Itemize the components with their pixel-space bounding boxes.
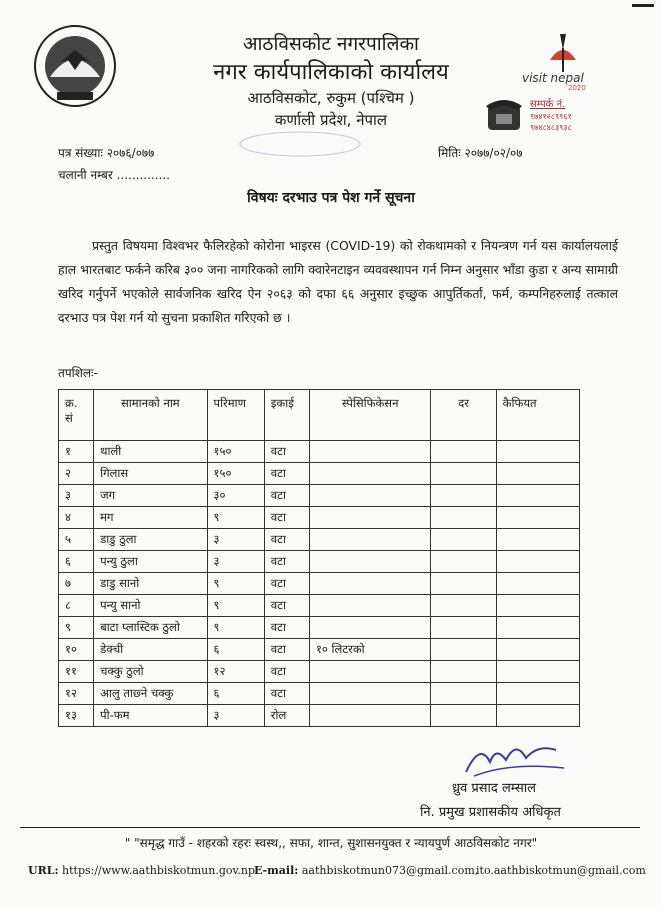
cell-item-name: चक्कु ठुलो bbox=[94, 661, 207, 683]
cell-rate bbox=[431, 485, 496, 507]
cell-remarks bbox=[496, 705, 579, 727]
notice-body: प्रस्तुत विषयमा विश्वभर फैलिरहेको कोरोना भाइरस (COVID-19) को रोकथामको र नियन्त्रण गर्न यस कार्यालयलाई हाल भारतबाट फर्कने करिब ३०० जना नागरिकको लागि क्वारेनटाइन व्यववस्थापन गर्न निम्न अनुसार भाँडा कुडा र अन्य सामाग्री खरिद गर्नुपर्ने भएकोले सार्वजनिक खरिद ऐन २०६३ को दफा ६६ अनुसार इच्छुक आपुर्तिकर्ता, फर्म, कम्पनिहरुलाई तत्काल दरभाउ पत्र पेश गर्न यो सुचना प्रकाशित गरिएको छ । bbox=[58, 238, 618, 325]
cell-serial: १० bbox=[59, 639, 94, 661]
cell-rate bbox=[431, 639, 496, 661]
email-link[interactable]: aathbiskotmun073@gmail.com, bbox=[301, 864, 479, 877]
cell-serial: ८ bbox=[59, 595, 94, 617]
cell-serial: ३ bbox=[59, 485, 94, 507]
cell-specification bbox=[309, 529, 430, 551]
cell-item-name: डेक्ची bbox=[94, 639, 207, 661]
contact-label: सम्पर्क नं. bbox=[530, 99, 566, 110]
header-item-name: सामानको नाम bbox=[94, 390, 207, 441]
header-serial: क्र. सं bbox=[59, 390, 94, 441]
cell-rate bbox=[431, 573, 496, 595]
cell-rate bbox=[431, 683, 496, 705]
url-label: URL: bbox=[28, 864, 59, 877]
cell-item-name: पी-फम bbox=[94, 705, 207, 727]
cell-serial: ९ bbox=[59, 617, 94, 639]
corner-mark bbox=[632, 4, 654, 7]
cell-serial: ६ bbox=[59, 551, 94, 573]
cell-quantity: ३० bbox=[207, 485, 264, 507]
cell-quantity: १२ bbox=[207, 661, 264, 683]
website-link[interactable]: https://www.aathbiskotmun.gov.np bbox=[62, 864, 256, 877]
table-row bbox=[59, 485, 580, 507]
cell-quantity: ३ bbox=[207, 529, 264, 551]
table-row bbox=[59, 617, 580, 639]
signature-icon bbox=[460, 732, 570, 780]
table-row bbox=[59, 507, 580, 529]
cell-rate bbox=[431, 617, 496, 639]
cell-rate bbox=[431, 595, 496, 617]
table-row bbox=[59, 639, 580, 661]
cell-unit: वटा bbox=[264, 661, 309, 683]
table-row bbox=[59, 661, 580, 683]
cell-rate bbox=[431, 441, 496, 463]
office-name: नगर कार्यपालिकाको कार्यालय bbox=[213, 60, 449, 85]
header-unit: इकाई bbox=[264, 390, 309, 441]
cell-quantity: १५० bbox=[207, 441, 264, 463]
cell-unit: वटा bbox=[264, 507, 309, 529]
stamp-mark bbox=[200, 128, 400, 160]
cell-specification bbox=[309, 595, 430, 617]
signatory-title: नि. प्रमुख प्रशासकीय अधिकृत bbox=[420, 805, 561, 820]
cell-item-name: आलु ताछ्ने चक्कु bbox=[94, 683, 207, 705]
cell-serial: ७ bbox=[59, 573, 94, 595]
footer-motto: " "समृद्ध गाउँ - शहरको रहरः स्वस्थ,, सफा, शान्त, सुशासनयुक्त र न्यायपुर्ण आठविसकोट नगर" bbox=[124, 836, 538, 850]
cell-remarks bbox=[496, 639, 579, 661]
cell-quantity: ६ bbox=[207, 683, 264, 705]
email-label: E-mail: bbox=[254, 864, 299, 877]
visit-year: 2020 bbox=[568, 84, 586, 92]
cell-remarks bbox=[496, 551, 579, 573]
table-row bbox=[59, 529, 580, 551]
office-address: आठविसकोट, रुकुम (पश्चिम ) bbox=[247, 89, 415, 107]
cell-rate bbox=[431, 529, 496, 551]
cell-item-name: डाडु सानो bbox=[94, 573, 207, 595]
cell-remarks bbox=[496, 595, 579, 617]
cell-rate bbox=[431, 463, 496, 485]
table-row bbox=[59, 441, 580, 463]
cell-specification bbox=[309, 705, 430, 727]
cell-item-name: बाटा प्लास्टिक ठुलो bbox=[94, 617, 207, 639]
cell-remarks bbox=[496, 617, 579, 639]
header-quantity: परिमाण bbox=[207, 390, 264, 441]
cell-item-name: मग bbox=[94, 507, 207, 529]
cell-item-name: गिलास bbox=[94, 463, 207, 485]
cell-remarks bbox=[496, 529, 579, 551]
table-row bbox=[59, 705, 580, 727]
telephone-icon bbox=[484, 96, 524, 132]
cell-quantity: ९ bbox=[207, 595, 264, 617]
cell-unit: वटा bbox=[264, 463, 309, 485]
cell-rate bbox=[431, 551, 496, 573]
cell-specification bbox=[309, 573, 430, 595]
table-row bbox=[59, 595, 580, 617]
cell-quantity: ९ bbox=[207, 617, 264, 639]
header-remarks: कैफियत bbox=[496, 390, 579, 441]
subject: विषयः दरभाउ पत्र पेश गर्ने सूचना bbox=[247, 190, 415, 206]
cell-unit: वटा bbox=[264, 595, 309, 617]
letter-number: पत्र संख्याः २०७६/०७७ bbox=[58, 146, 155, 160]
table-row bbox=[59, 573, 580, 595]
cell-remarks bbox=[496, 683, 579, 705]
cell-item-name: जग bbox=[94, 485, 207, 507]
cell-specification bbox=[309, 617, 430, 639]
footer-divider bbox=[20, 827, 640, 828]
dispatch-number: चलानी नम्बर .............. bbox=[58, 168, 170, 182]
cell-specification bbox=[309, 441, 430, 463]
cell-serial: ४ bbox=[59, 507, 94, 529]
cell-serial: ५ bbox=[59, 529, 94, 551]
cell-unit: वटा bbox=[264, 617, 309, 639]
cell-specification bbox=[309, 683, 430, 705]
details-label: तपशिलः- bbox=[58, 366, 98, 380]
cell-remarks bbox=[496, 573, 579, 595]
cell-quantity: ३ bbox=[207, 551, 264, 573]
cell-rate bbox=[431, 661, 496, 683]
cell-unit: वटा bbox=[264, 683, 309, 705]
cell-unit: वटा bbox=[264, 441, 309, 463]
cell-remarks bbox=[496, 485, 579, 507]
cell-serial: १२ bbox=[59, 683, 94, 705]
cell-item-name: थाली bbox=[94, 441, 207, 463]
cell-quantity: ९ bbox=[207, 507, 264, 529]
municipality-name: आठविसकोट नगरपालिका bbox=[243, 33, 419, 55]
cell-item-name: पन्यु सानो bbox=[94, 595, 207, 617]
cell-rate bbox=[431, 507, 496, 529]
visit-nepal-logo-icon bbox=[520, 30, 606, 92]
table-row bbox=[59, 551, 580, 573]
cell-specification bbox=[309, 507, 430, 529]
cell-rate bbox=[431, 705, 496, 727]
cell-quantity: १५० bbox=[207, 463, 264, 485]
cell-unit: वटा bbox=[264, 551, 309, 573]
cell-unit: वटा bbox=[264, 529, 309, 551]
cell-unit: वटा bbox=[264, 573, 309, 595]
cell-unit: वटा bbox=[264, 639, 309, 661]
cell-serial: १ bbox=[59, 441, 94, 463]
contact-phone-1: ९७४१२८९९६१ bbox=[530, 112, 572, 121]
cell-unit: वटा bbox=[264, 485, 309, 507]
header-rate: दर bbox=[431, 390, 496, 441]
contact-phone-2: ९७४८४८३९३८ bbox=[530, 123, 572, 132]
cell-unit: रोल bbox=[264, 705, 309, 727]
cell-quantity: ६ bbox=[207, 639, 264, 661]
cell-remarks bbox=[496, 507, 579, 529]
email-link-2[interactable]: ito.aathbiskotmun@gmail.com bbox=[476, 864, 646, 877]
cell-specification bbox=[309, 551, 430, 573]
cell-remarks bbox=[496, 441, 579, 463]
header-specification: स्पेसिफिकेसन bbox=[309, 390, 430, 441]
signatory-name: ध्रुव प्रसाद लम्साल bbox=[452, 781, 536, 796]
items-table bbox=[58, 389, 580, 727]
table-header-row bbox=[59, 390, 580, 441]
cell-item-name: डाडु ठुला bbox=[94, 529, 207, 551]
cell-quantity: ९ bbox=[207, 573, 264, 595]
cell-serial: ११ bbox=[59, 661, 94, 683]
cell-specification bbox=[309, 661, 430, 683]
cell-serial: १३ bbox=[59, 705, 94, 727]
table-row bbox=[59, 463, 580, 485]
visit-nepal-text: visit nepal bbox=[522, 71, 584, 85]
cell-quantity: ३ bbox=[207, 705, 264, 727]
date: मितिः २०७७/०२/०७ bbox=[438, 146, 523, 160]
cell-specification bbox=[309, 463, 430, 485]
table-row bbox=[59, 683, 580, 705]
province: कर्णाली प्रदेश, नेपाल bbox=[274, 111, 388, 129]
cell-specification bbox=[309, 485, 430, 507]
cell-remarks bbox=[496, 661, 579, 683]
cell-item-name: पन्यु ठुला bbox=[94, 551, 207, 573]
cell-serial: २ bbox=[59, 463, 94, 485]
cell-specification: १० लिटरको bbox=[309, 639, 430, 661]
cell-remarks bbox=[496, 463, 579, 485]
